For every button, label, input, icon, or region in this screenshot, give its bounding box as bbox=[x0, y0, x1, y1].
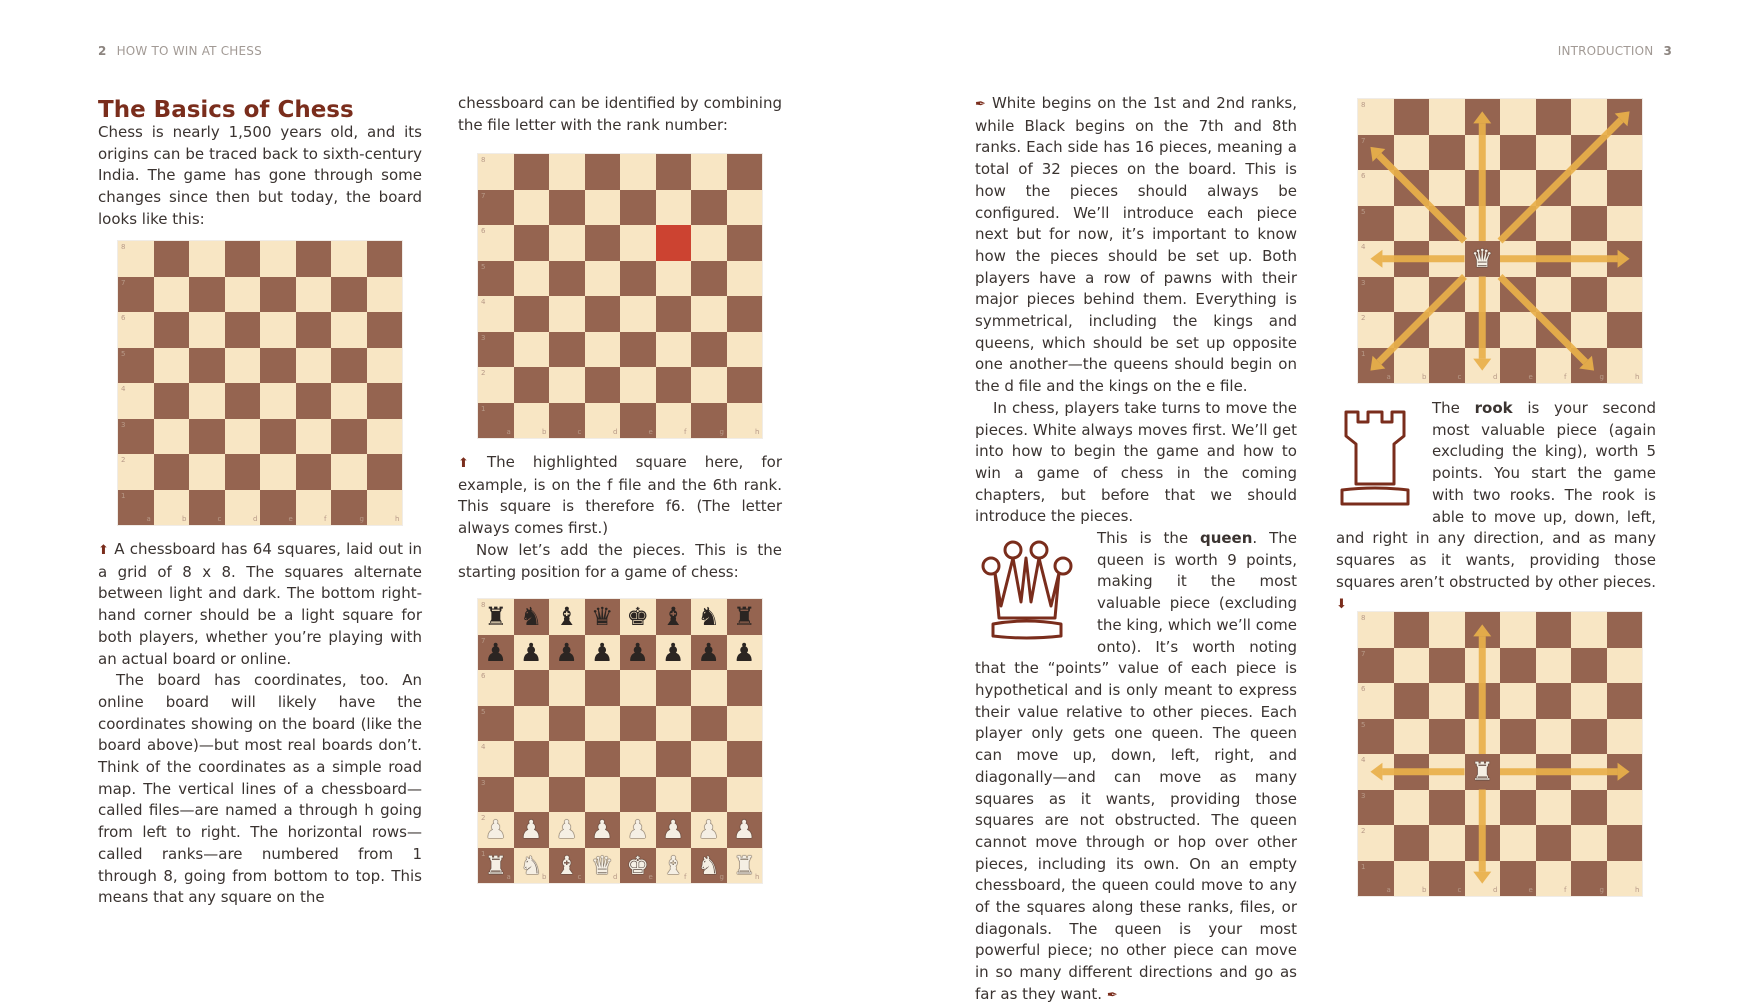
board-square-e4 bbox=[260, 383, 296, 419]
file-label: e bbox=[288, 515, 293, 523]
column-3-text bbox=[975, 93, 1297, 1007]
chess-piece-e7: ♟ bbox=[626, 637, 649, 667]
file-label: e bbox=[648, 428, 653, 436]
arrow-up-icon: ⬆ bbox=[458, 456, 469, 471]
board-square-f4 bbox=[656, 296, 692, 332]
board-square-f3 bbox=[296, 419, 332, 455]
chess-piece-f1: ♝ bbox=[662, 850, 685, 880]
board-square-h6 bbox=[367, 312, 403, 348]
running-title-right: INTRODUCTION bbox=[1557, 44, 1654, 58]
board-square-g5 bbox=[691, 261, 727, 297]
board-square-g6 bbox=[691, 670, 727, 706]
file-label: h bbox=[755, 873, 760, 881]
board-square-f2 bbox=[296, 454, 332, 490]
board-square-d7 bbox=[585, 190, 621, 226]
rank-label: 8 bbox=[1361, 614, 1366, 622]
board-square-g2 bbox=[691, 367, 727, 403]
board-square-f5 bbox=[296, 348, 332, 384]
board-square-c5 bbox=[189, 348, 225, 384]
board-square-e3 bbox=[620, 332, 656, 368]
board-square-g3 bbox=[331, 419, 367, 455]
rank-label: 4 bbox=[1361, 756, 1366, 764]
setup-paragraph: White begins on the 1st and 2nd ranks, while Black begins on the 7th and 8th ranks. Each side has 16 pieces, meaning a total of 32 pieces on the board. This is how the pieces should always be configured. We’ll introduce each piece next but for now, it’s important to know how the pieces should be set up. Both players have a row of pawns with their major pieces behind them. Everything is symmetrical, including the kings and queens, which should be set up opposite one another—the queens should begin on the d file and the kings on the e file. bbox=[975, 94, 1297, 396]
board-square-h6 bbox=[727, 670, 763, 706]
board-square-h4 bbox=[367, 383, 403, 419]
starting-position-paragraph: Now let’s add the pieces. This is the starting position for a game of chess: bbox=[458, 540, 782, 581]
board-square-c7 bbox=[549, 190, 585, 226]
board-square-e8 bbox=[620, 154, 656, 190]
board-square-b4 bbox=[514, 296, 550, 332]
column-1-text bbox=[98, 539, 422, 909]
rank-label: 7 bbox=[481, 191, 486, 200]
board-square-g5 bbox=[331, 348, 367, 384]
running-title-left: HOW TO WIN AT CHESS bbox=[116, 44, 262, 58]
rank-label: 1 bbox=[1361, 349, 1366, 358]
rank-label: 4 bbox=[1361, 243, 1366, 251]
section-title: The Basics of Chess bbox=[98, 97, 354, 123]
file-label: b bbox=[182, 515, 187, 523]
arrow-head-icon bbox=[1618, 250, 1630, 268]
board-square-f5 bbox=[656, 261, 692, 297]
board-square-h8 bbox=[367, 241, 403, 277]
chess-piece-b2: ♟ bbox=[520, 815, 543, 844]
rank-label: 2 bbox=[481, 369, 486, 377]
chessboard-starting-position bbox=[477, 598, 763, 884]
rank-label: 6 bbox=[121, 314, 126, 322]
chess-piece-a2: ♟ bbox=[484, 815, 507, 844]
rank-label: 5 bbox=[481, 707, 486, 716]
board-square-e6 bbox=[620, 670, 656, 706]
arrow-head-icon bbox=[1473, 872, 1491, 884]
chessboard-queen-moves bbox=[1357, 98, 1643, 384]
chess-piece-b1: ♞ bbox=[520, 850, 543, 880]
chess-piece-g8: ♞ bbox=[697, 602, 720, 631]
board-square-h8 bbox=[727, 154, 763, 190]
board-square-d6 bbox=[585, 225, 621, 261]
rank-label: 4 bbox=[121, 385, 126, 393]
file-label: a bbox=[506, 873, 511, 881]
board-square-g4 bbox=[691, 296, 727, 332]
move-arrow-se bbox=[1500, 277, 1586, 363]
board-caption-1: A chessboard has 64 squares, laid out in a grid of 8 x 8. The squares alternate between light and dark. The bottom right-hand corner should be a light square for both players, whether you’re playing with an actual board or online. bbox=[98, 540, 422, 668]
chess-piece-h7: ♟ bbox=[733, 637, 756, 667]
file-label: a bbox=[1386, 373, 1391, 381]
feather-icon: ✒ bbox=[1106, 987, 1118, 1003]
board-square-g2 bbox=[331, 454, 367, 490]
board-square-d8 bbox=[225, 241, 261, 277]
chess-piece-d4: ♜ bbox=[1471, 757, 1494, 786]
file-label: f bbox=[684, 873, 687, 881]
rank-label: 1 bbox=[481, 849, 486, 858]
file-label: g bbox=[1599, 373, 1604, 381]
rank-label: 6 bbox=[1361, 172, 1366, 180]
board-square-h2 bbox=[367, 454, 403, 490]
file-label: f bbox=[684, 428, 687, 436]
arrow-head-icon bbox=[1473, 359, 1491, 371]
chess-piece-b7: ♟ bbox=[520, 637, 543, 667]
coordinates-paragraph: The board has coordinates, too. An online board will likely have the coordinates showing on the board (like the board above)—but most real boards don’t. Think of the coordinates as a simple road map. The vertical lines of a chessboard—called files—are named a through h going from left to right. The horizontal rows—called ranks—are numbered from 1 through 8, going from bottom to top. This means that any square on the bbox=[98, 671, 422, 907]
board-square-c3 bbox=[549, 777, 585, 813]
chess-piece-c7: ♟ bbox=[555, 637, 578, 667]
board-square-b3 bbox=[514, 777, 550, 813]
file-label: h bbox=[1635, 373, 1640, 381]
column-2-top bbox=[458, 93, 782, 136]
file-label: d bbox=[1493, 886, 1498, 894]
board-square-h3 bbox=[727, 332, 763, 368]
move-arrow-ne bbox=[1500, 120, 1621, 241]
chess-piece-f8: ♝ bbox=[662, 602, 685, 631]
rank-label: 3 bbox=[1361, 278, 1366, 287]
board-square-e5 bbox=[620, 261, 656, 297]
chess-piece-d1: ♛ bbox=[591, 850, 614, 880]
board-square-d8 bbox=[585, 154, 621, 190]
board-square-d4 bbox=[585, 741, 621, 777]
move-arrow-sw bbox=[1379, 277, 1465, 363]
board-square-c5 bbox=[549, 261, 585, 297]
file-label: d bbox=[613, 428, 618, 436]
board-square-g8 bbox=[691, 154, 727, 190]
chess-piece-d4: ♛ bbox=[1471, 244, 1494, 273]
board-square-f5 bbox=[656, 706, 692, 742]
chess-piece-f7: ♟ bbox=[662, 637, 685, 667]
board-square-c3 bbox=[189, 419, 225, 455]
rank-label: 3 bbox=[1361, 791, 1366, 800]
rank-label: 8 bbox=[1361, 101, 1366, 109]
board-square-d2 bbox=[225, 454, 261, 490]
file-label: f bbox=[324, 515, 327, 523]
move-arrows bbox=[1358, 99, 1642, 383]
board-square-h2 bbox=[727, 367, 763, 403]
file-label: g bbox=[1599, 886, 1604, 894]
board-square-f3 bbox=[656, 332, 692, 368]
rook-term: rook bbox=[1474, 399, 1513, 417]
board-square-e7 bbox=[620, 190, 656, 226]
chessboard-empty bbox=[117, 240, 403, 526]
chess-piece-e2: ♟ bbox=[626, 815, 649, 844]
queen-outline-icon bbox=[973, 536, 1083, 648]
chess-piece-f2: ♟ bbox=[662, 815, 685, 844]
board-square-g8 bbox=[331, 241, 367, 277]
arrow-head-icon bbox=[1618, 763, 1630, 781]
arrow-head-icon bbox=[1473, 111, 1491, 123]
board-square-d7 bbox=[225, 277, 261, 313]
file-label: b bbox=[542, 873, 547, 881]
chessboard-rook-moves bbox=[1357, 611, 1643, 897]
chess-piece-d7: ♟ bbox=[591, 637, 614, 667]
file-label: g bbox=[359, 515, 364, 523]
rank-label: 3 bbox=[121, 420, 126, 429]
chess-piece-e8: ♚ bbox=[626, 602, 649, 631]
board-caption-2: The highlighted square here, for example, is on the f file and the 6th rank. This square is therefore f6. (The letter always comes first.) bbox=[458, 453, 782, 538]
rank-label: 4 bbox=[481, 743, 486, 751]
file-label: c bbox=[1457, 886, 1462, 894]
chess-piece-h1: ♜ bbox=[733, 850, 756, 880]
board-square-b5 bbox=[514, 261, 550, 297]
board-square-d3 bbox=[585, 332, 621, 368]
board-square-c3 bbox=[549, 332, 585, 368]
file-label: b bbox=[542, 428, 547, 436]
rank-label: 5 bbox=[481, 262, 486, 271]
board-square-h5 bbox=[727, 261, 763, 297]
file-label: e bbox=[1528, 886, 1533, 894]
rank-label: 8 bbox=[121, 243, 126, 251]
board-square-d6 bbox=[585, 670, 621, 706]
chessboard-highlight-f6 bbox=[477, 153, 763, 439]
board-square-h7 bbox=[727, 190, 763, 226]
rank-label: 3 bbox=[481, 333, 486, 342]
chess-piece-a1: ♜ bbox=[484, 850, 507, 880]
file-label: e bbox=[1528, 373, 1533, 381]
page-number-right: 3 bbox=[1663, 44, 1672, 58]
board-square-d3 bbox=[585, 777, 621, 813]
running-head-left bbox=[98, 44, 262, 58]
board-square-g7 bbox=[331, 277, 367, 313]
file-label: g bbox=[719, 873, 724, 881]
board-square-e8 bbox=[260, 241, 296, 277]
queen-paragraph: . The queen is worth 9 points, making it the most valuable piece (excluding the king, which we’ll come onto). It’s worth noting that the “points” value of each piece is hypothetical and is only meant to express their value relative to other pieces. Each player only gets one queen. The queen can move up, down, left, right, and diagonally—and can move as many squares as it wants, providing those squares are not obstructed. The queen cannot move through or hop over other pieces, including its own. On an empty chessboard, the queen could move to any of the squares along these ranks, files, or diagonals. The queen is your most powerful piece; no other piece can move in so many different directions and go as far as they want. bbox=[975, 529, 1297, 1003]
rank-label: 2 bbox=[481, 814, 486, 822]
board-square-g7 bbox=[691, 190, 727, 226]
file-label: g bbox=[719, 428, 724, 436]
board-square-b5 bbox=[514, 706, 550, 742]
board-square-f3 bbox=[656, 777, 692, 813]
column-1-intro bbox=[98, 122, 422, 231]
board-square-e3 bbox=[620, 777, 656, 813]
board-square-d3 bbox=[225, 419, 261, 455]
board-square-c4 bbox=[189, 383, 225, 419]
board-square-e5 bbox=[260, 348, 296, 384]
board-square-b3 bbox=[514, 332, 550, 368]
board-square-b2 bbox=[154, 454, 190, 490]
board-square-f7 bbox=[296, 277, 332, 313]
rank-label: 2 bbox=[121, 456, 126, 464]
board-square-e7 bbox=[260, 277, 296, 313]
file-label: h bbox=[395, 515, 400, 523]
arrow-up-icon: ⬆ bbox=[98, 543, 109, 558]
board-square-h5 bbox=[727, 706, 763, 742]
chess-piece-c2: ♟ bbox=[555, 815, 578, 844]
board-square-h6 bbox=[727, 225, 763, 261]
file-label: c bbox=[217, 515, 222, 523]
board-square-d5 bbox=[585, 706, 621, 742]
board-square-b6 bbox=[514, 670, 550, 706]
board-square-c6 bbox=[189, 312, 225, 348]
rank-label: 1 bbox=[1361, 862, 1366, 871]
file-label: c bbox=[577, 428, 582, 436]
arrow-head-icon bbox=[1370, 763, 1382, 781]
board-square-c4 bbox=[549, 296, 585, 332]
rank-label: 7 bbox=[481, 636, 486, 645]
rook-intro: The bbox=[1432, 399, 1475, 417]
move-arrows bbox=[1358, 612, 1642, 896]
column-2-text bbox=[458, 452, 782, 583]
rank-label: 5 bbox=[1361, 207, 1366, 216]
rook-paragraph: is your second most valuable piece (again excluding the king), worth 5 points. You start the game with two rooks. The rook is able to move up, down, left, and right in any direction, and as many squares as it wants, providing those squares aren’t obstructed by other pieces. bbox=[1336, 399, 1656, 591]
chess-piece-h8: ♜ bbox=[733, 602, 756, 631]
chess-piece-c1: ♝ bbox=[555, 850, 578, 880]
rank-label: 8 bbox=[481, 601, 486, 609]
board-square-e6 bbox=[620, 225, 656, 261]
arrow-down-icon: ⬇ bbox=[1336, 597, 1347, 613]
rook-outline-icon bbox=[1336, 406, 1414, 510]
board-square-h4 bbox=[727, 741, 763, 777]
board-square-f6 bbox=[656, 670, 692, 706]
board-square-g3 bbox=[691, 777, 727, 813]
board-square-c4 bbox=[549, 741, 585, 777]
chess-piece-b8: ♞ bbox=[520, 602, 543, 631]
feather-icon: ✒ bbox=[975, 97, 986, 112]
board-square-e3 bbox=[260, 419, 296, 455]
board-square-b5 bbox=[154, 348, 190, 384]
board-square-b2 bbox=[514, 367, 550, 403]
board-square-b6 bbox=[154, 312, 190, 348]
board-square-h4 bbox=[727, 296, 763, 332]
file-label: e bbox=[648, 873, 653, 881]
board-square-b4 bbox=[514, 741, 550, 777]
chess-piece-d2: ♟ bbox=[591, 815, 614, 844]
running-head-right bbox=[1558, 44, 1672, 58]
board-square-g4 bbox=[691, 741, 727, 777]
rank-label: 6 bbox=[481, 672, 486, 680]
page-number-left: 2 bbox=[98, 44, 107, 58]
rank-label: 5 bbox=[121, 349, 126, 358]
board-square-g4 bbox=[331, 383, 367, 419]
board-square-f4 bbox=[656, 741, 692, 777]
board-square-e2 bbox=[260, 454, 296, 490]
file-label: a bbox=[146, 515, 151, 523]
board-square-c2 bbox=[189, 454, 225, 490]
chess-piece-d8: ♛ bbox=[591, 602, 614, 631]
rank-label: 3 bbox=[481, 778, 486, 787]
board-square-g5 bbox=[691, 706, 727, 742]
board-square-b7 bbox=[514, 190, 550, 226]
board-square-c6 bbox=[549, 225, 585, 261]
queen-intro: This is the bbox=[1097, 529, 1200, 548]
move-arrow-nw bbox=[1379, 155, 1465, 241]
chess-piece-h2: ♟ bbox=[733, 815, 756, 844]
file-label: b bbox=[1422, 373, 1427, 381]
rank-label: 2 bbox=[1361, 827, 1366, 835]
file-label: b bbox=[1422, 886, 1427, 894]
board-square-c8 bbox=[549, 154, 585, 190]
rank-label: 4 bbox=[481, 298, 486, 306]
board-square-b6 bbox=[514, 225, 550, 261]
file-label: h bbox=[1635, 886, 1640, 894]
board-square-g6 bbox=[331, 312, 367, 348]
board-square-e4 bbox=[620, 296, 656, 332]
board-square-e5 bbox=[620, 706, 656, 742]
board-square-e2 bbox=[620, 367, 656, 403]
chess-piece-e1: ♚ bbox=[626, 850, 649, 880]
rank-label: 1 bbox=[121, 491, 126, 500]
rank-label: 2 bbox=[1361, 314, 1366, 322]
board-square-b8 bbox=[154, 241, 190, 277]
board-square-f4 bbox=[296, 383, 332, 419]
rank-label: 7 bbox=[121, 278, 126, 287]
board-square-h3 bbox=[727, 777, 763, 813]
board-square-b7 bbox=[154, 277, 190, 313]
file-label: c bbox=[577, 873, 582, 881]
rank-label: 6 bbox=[1361, 685, 1366, 693]
board-square-h7 bbox=[367, 277, 403, 313]
board-square-c8 bbox=[189, 241, 225, 277]
board-square-g6 bbox=[691, 225, 727, 261]
rank-label: 7 bbox=[1361, 136, 1366, 145]
file-label: d bbox=[1493, 373, 1498, 381]
board-square-c7 bbox=[189, 277, 225, 313]
board-square-d4 bbox=[225, 383, 261, 419]
queen-term: queen bbox=[1199, 529, 1253, 548]
chess-piece-a7: ♟ bbox=[484, 637, 507, 667]
file-label: d bbox=[253, 515, 258, 523]
board-square-f2 bbox=[656, 367, 692, 403]
arrow-head-icon bbox=[1473, 624, 1491, 636]
board-square-f6 bbox=[296, 312, 332, 348]
board-square-b4 bbox=[154, 383, 190, 419]
column-4-text bbox=[1336, 398, 1656, 616]
turns-paragraph: In chess, players take turns to move the pieces. White always moves first. We’ll get into how to begin the game and how to win a game of chess in the coming chapters, but before that we should introduce the pieces. bbox=[975, 398, 1297, 526]
board-square-d5 bbox=[585, 261, 621, 297]
board-square-d2 bbox=[585, 367, 621, 403]
board-square-c6 bbox=[549, 670, 585, 706]
file-label: c bbox=[1457, 373, 1462, 381]
board-square-d4 bbox=[585, 296, 621, 332]
chess-piece-g2: ♟ bbox=[697, 815, 720, 844]
board-square-c2 bbox=[549, 367, 585, 403]
board-square-f8 bbox=[656, 154, 692, 190]
rank-label: 5 bbox=[1361, 720, 1366, 729]
file-label: d bbox=[613, 873, 618, 881]
chess-piece-g1: ♞ bbox=[697, 850, 720, 880]
board-square-d5 bbox=[225, 348, 261, 384]
file-label: a bbox=[506, 428, 511, 436]
board-square-b8 bbox=[514, 154, 550, 190]
board-square-d6 bbox=[225, 312, 261, 348]
intro-paragraph: Chess is nearly 1,500 years old, and its origins can be traced back to sixth-century India. The game has gone through some changes since then but today, the board looks like this: bbox=[98, 123, 422, 228]
board-square-f8 bbox=[296, 241, 332, 277]
continuation-paragraph: chessboard can be identified by combining the file letter with the rank number: bbox=[458, 94, 782, 134]
board-square-c5 bbox=[549, 706, 585, 742]
board-square-b3 bbox=[154, 419, 190, 455]
board-square-f6 bbox=[656, 225, 692, 261]
file-label: h bbox=[755, 428, 760, 436]
chess-piece-g7: ♟ bbox=[697, 637, 720, 667]
rank-label: 8 bbox=[481, 156, 486, 164]
board-square-f7 bbox=[656, 190, 692, 226]
board-square-h5 bbox=[367, 348, 403, 384]
board-square-g3 bbox=[691, 332, 727, 368]
board-square-h3 bbox=[367, 419, 403, 455]
board-square-e4 bbox=[620, 741, 656, 777]
file-label: f bbox=[1564, 886, 1567, 894]
board-square-e6 bbox=[260, 312, 296, 348]
chess-piece-a8: ♜ bbox=[484, 602, 507, 631]
file-label: f bbox=[1564, 373, 1567, 381]
arrow-head-icon bbox=[1370, 250, 1382, 268]
file-label: a bbox=[1386, 886, 1391, 894]
rank-label: 6 bbox=[481, 227, 486, 235]
rank-label: 7 bbox=[1361, 649, 1366, 658]
rank-label: 1 bbox=[481, 404, 486, 413]
chess-piece-c8: ♝ bbox=[555, 602, 578, 631]
